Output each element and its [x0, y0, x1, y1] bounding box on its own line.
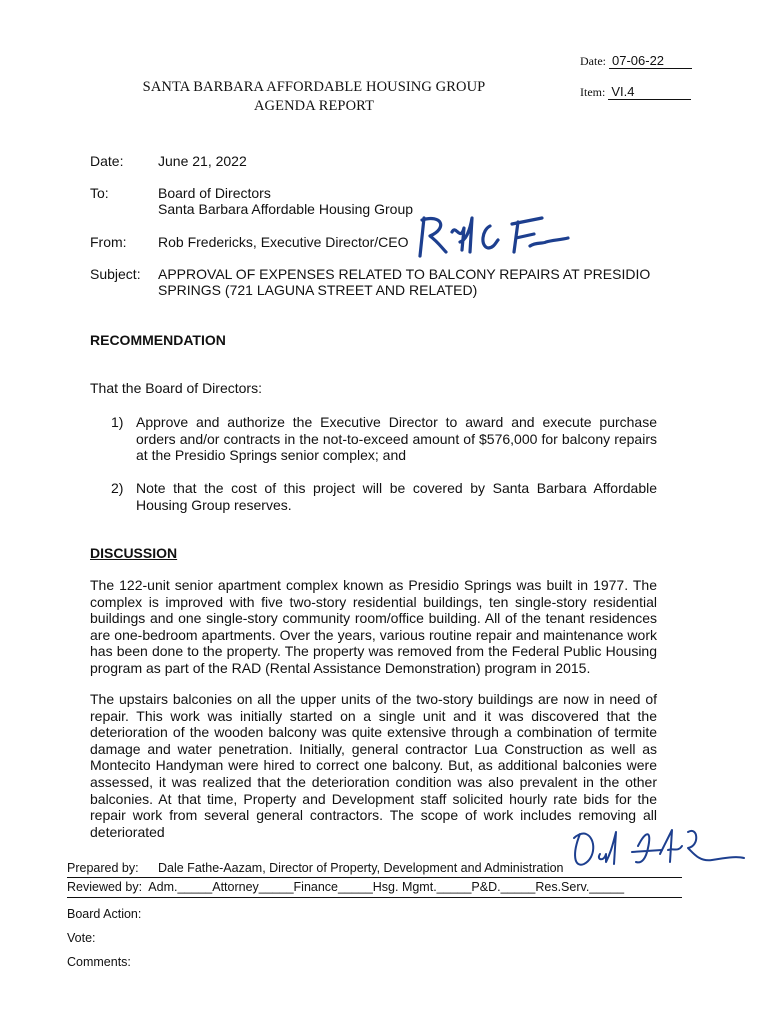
- to-line-1: Board of Directors: [158, 185, 271, 201]
- prepared-by-value: Dale Fathe-Aazam, Director of Property, Development and Administration: [158, 861, 564, 875]
- discussion-heading: DISCUSSION: [90, 545, 178, 561]
- comments-label: Comments:: [67, 955, 131, 969]
- org-name: SANTA BARBARA AFFORDABLE HOUSING GROUP: [142, 79, 486, 95]
- date-label: Date:: [90, 153, 124, 169]
- meeting-date-field: [580, 54, 692, 69]
- subject-line-2: SPRINGS (721 LAGUNA STREET AND RELATED): [158, 282, 478, 298]
- subject-value: [158, 266, 668, 298]
- recommendation-item-1-text: Approve and authorize the Executive Director to award and execute purchase orders and/or contracts in the not-to-exceed amount of $576,000 for balcony repairs at the Presidio Springs senior complex; and: [136, 414, 657, 464]
- report-header: [100, 78, 528, 116]
- discussion-paragraph-2: The upstairs balconies on all the upper units of the two-story buildings are now in need of repair. This work was initially started on a single unit and it was discovered that the deterioration of the wooden balcony was quite extensive through a combination of termite damage and water penetration. Initially, general contractor Lua Construction as well as Montecito Handyman were hired to correct one balcony. But, as additional balconies were assessed, it was realized that the deterioration condition was also prevalent in the other balconies. At that time, Property and Development staff solicited hourly rate bids for the repair work from several general contractors. The scope of work includes removing all deteriorated: [90, 691, 657, 840]
- from-label: From:: [90, 234, 127, 250]
- recommendation-heading: RECOMMENDATION: [90, 332, 226, 348]
- prepared-by-line: [67, 877, 682, 878]
- recommendation-item-1-number: 1): [111, 414, 124, 430]
- meeting-date-value: 07-06-22: [609, 54, 692, 69]
- reviewed-by-text: Reviewed by: Adm._____Attorney_____Finance_____Hsg. Mgmt._____P&D._____Res.Serv._____: [67, 880, 625, 894]
- item-number-value: VI.4: [608, 85, 691, 100]
- subject-line-1: APPROVAL OF EXPENSES RELATED TO BALCONY REPAIRS AT PRESIDIO: [158, 266, 651, 282]
- director-of-property-signature: [566, 824, 746, 874]
- item-number-label: Item:: [580, 85, 606, 99]
- recommendation-item-2-text: Note that the cost of this project will be covered by Santa Barbara Affordable Housing Group reserves.: [136, 480, 657, 513]
- board-action-label: Board Action:: [67, 907, 142, 921]
- report-type: AGENDA REPORT: [253, 98, 375, 114]
- recommendation-item-2-number: 2): [111, 480, 124, 496]
- from-value: Rob Fredericks, Executive Director/CEO: [158, 234, 409, 250]
- recommendation-intro: That the Board of Directors:: [90, 380, 262, 396]
- executive-director-signature: [412, 212, 572, 260]
- prepared-by-label: Prepared by:: [67, 861, 139, 875]
- to-value: [158, 185, 413, 217]
- to-line-2: Santa Barbara Affordable Housing Group: [158, 201, 414, 217]
- meeting-date-label: Date:: [580, 54, 606, 68]
- reviewed-by-line: [67, 897, 682, 898]
- vote-label: Vote:: [67, 931, 96, 945]
- item-number-field: [580, 85, 691, 100]
- to-label: To:: [90, 185, 109, 201]
- date-value: June 21, 2022: [158, 153, 247, 169]
- subject-label: Subject:: [90, 266, 141, 282]
- discussion-paragraph-1: The 122-unit senior apartment complex known as Presidio Springs was built in 1977. The complex is improved with five two-story residential buildings, ten single-story residential buildings and one single-story community room/office building. All of the tenant residences are one-bedroom apartments. Over the years, various routine repair and maintenance work has been done to the property. The property was removed from the Federal Public Housing program as part of the RAD (Rental Assistance Demonstration) program in 2015.: [90, 577, 657, 676]
